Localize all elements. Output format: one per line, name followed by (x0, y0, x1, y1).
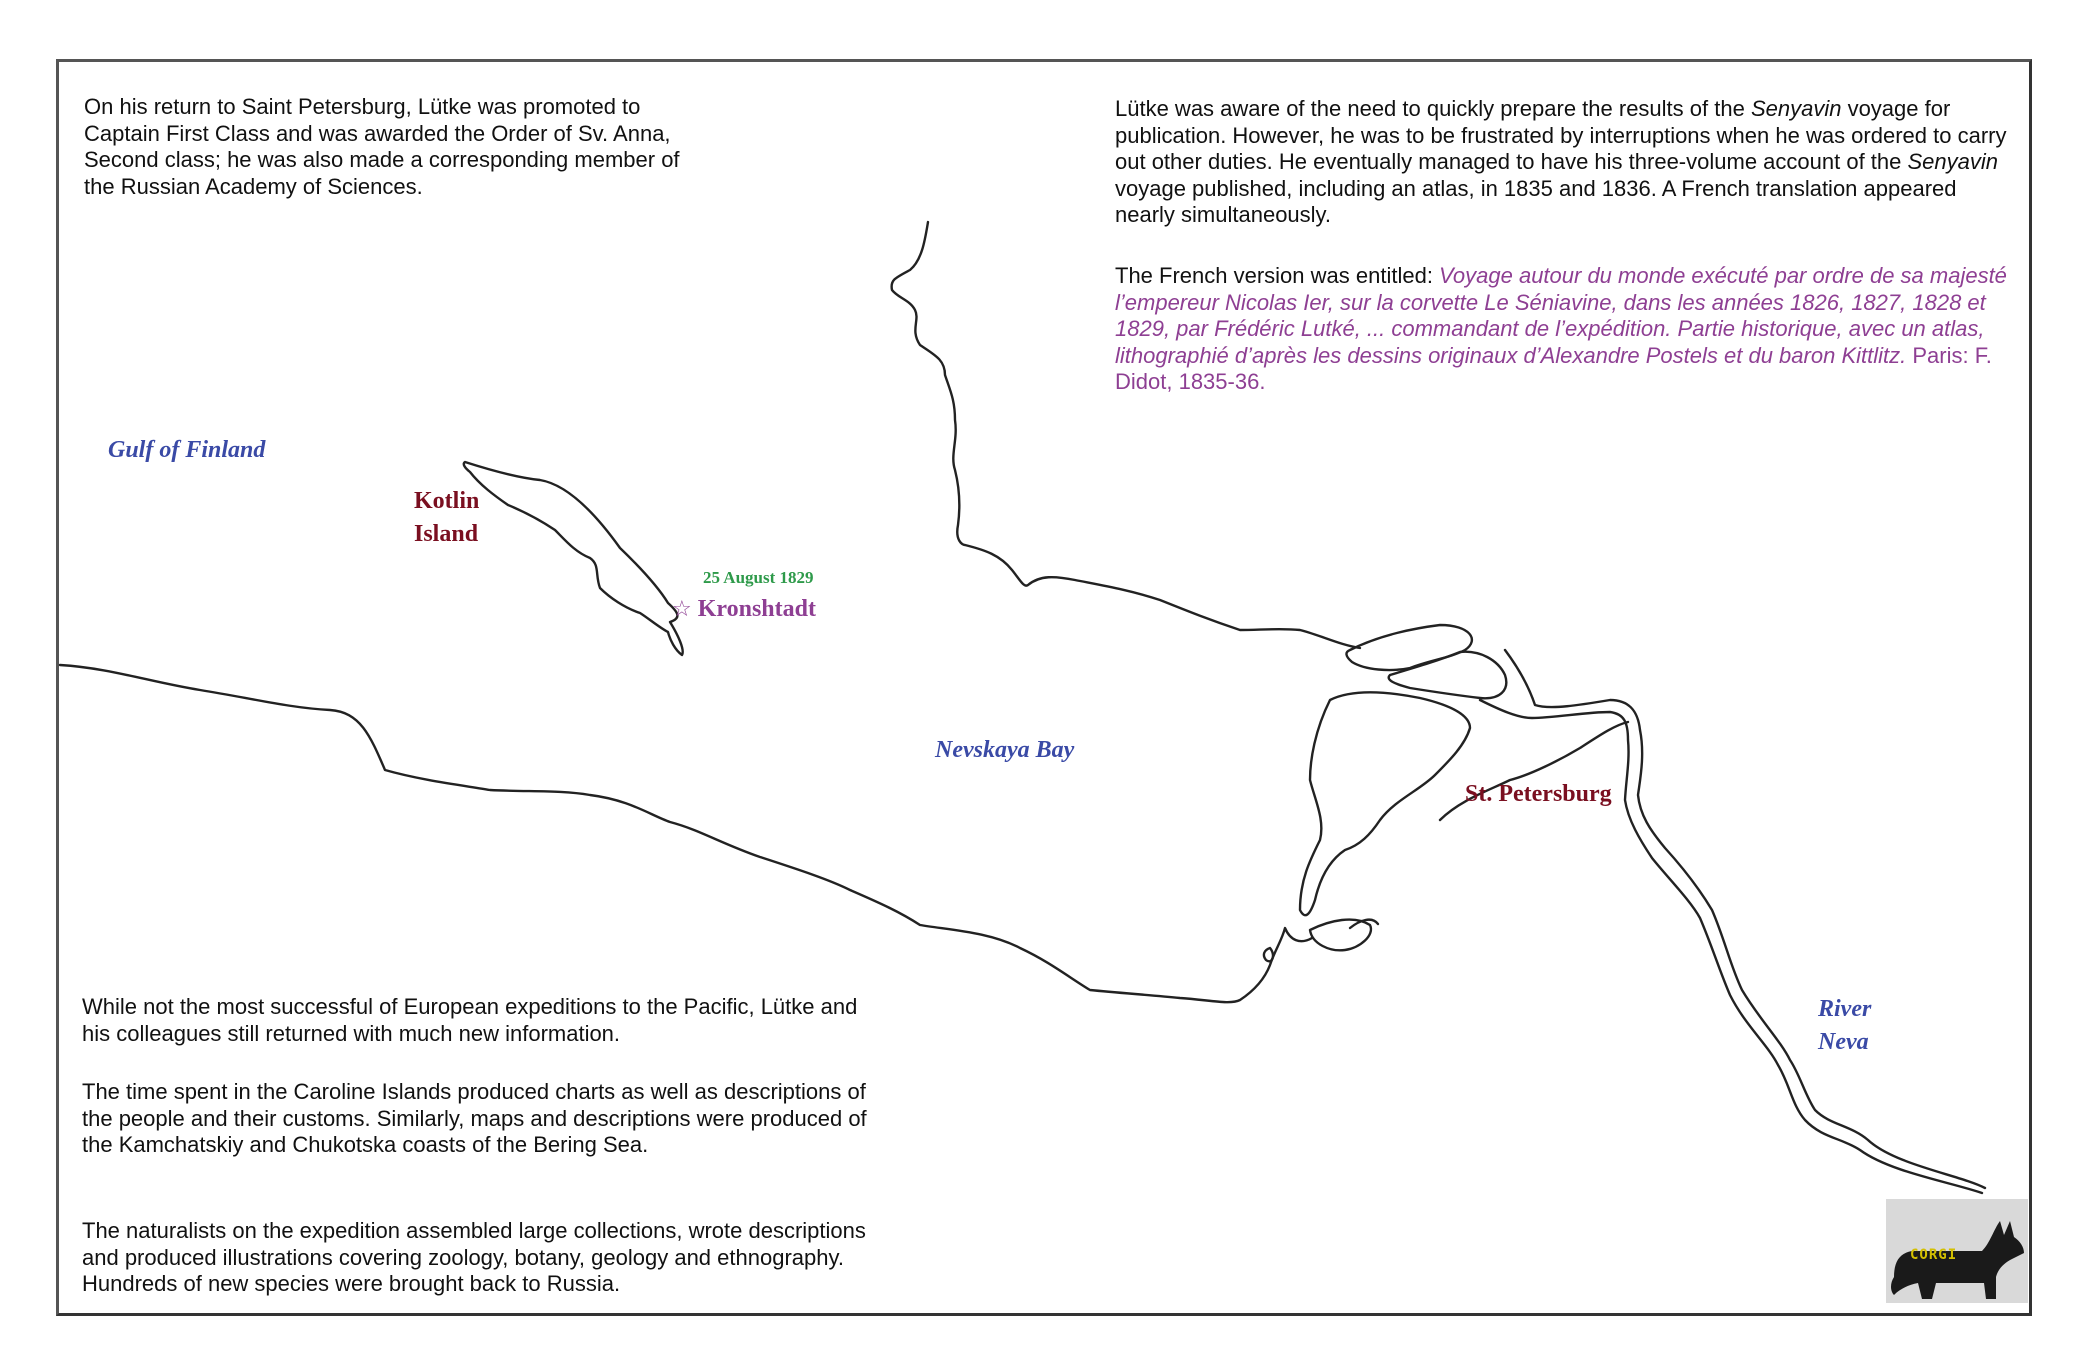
label-kronshtadt: Kronshtadt (697, 596, 816, 622)
river-line-2: Neva (1818, 1029, 1869, 1055)
delta-island-north (1346, 625, 1471, 670)
text-bottom-left-3: The naturalists on the expedition assembled large collections, wrote descriptions and produced illustrations covering zoology, botany, geology and ethnography. Hundreds of new species were brought back to Russia. (82, 1218, 866, 1297)
label-kotlin-island (414, 485, 479, 551)
delta-island-middle (1389, 652, 1507, 699)
french-title: Voyage autour du monde exécuté par ordre de sa majesté l’empereur Nicolas Ier, sur la corvette Le Séniavine, dans les années 1826, 1827, 1828 et 1829, par Frédéric Lutké, ... commandant de l’expédition. Partie historique, avec un atlas, lithographié d’après les dessins originaux d’Alexandre Postels et du baron Kittlitz. (1115, 263, 2007, 368)
ship-name-2: Senyavin (1907, 149, 1998, 175)
label-nevskaya-bay: Nevskaya Bay (935, 737, 1075, 763)
neva-bank-south (1480, 700, 1982, 1193)
publication-text-3: voyage published, including an atlas, in 1835 and 1836. A French translation appeared nearly simultaneously. (1115, 175, 1957, 228)
islet-south (1264, 948, 1273, 961)
delta-island-south (1300, 692, 1470, 915)
label-date: 25 August 1829 (703, 568, 814, 587)
text-top-right-publication (1115, 96, 2015, 229)
french-lead: The French version was entitled: (1115, 263, 1440, 288)
corgi-logo (1886, 1199, 2028, 1303)
publication-text-2: voyage for publication. However, he was to be frustrated by interruptions when he was ordered to carry out other duties. He eventually managed to have his three-volume account of the (1115, 96, 2007, 175)
label-gulf-of-finland: Gulf of Finland (108, 437, 266, 463)
kotlin-island (464, 462, 683, 655)
river-line-1: River (1818, 996, 1872, 1022)
ship-name-1: Senyavin (1750, 96, 1842, 121)
text-top-right-french (1115, 263, 2015, 396)
text-bottom-left-2: The time spent in the Caroline Islands produced charts as well as descriptions of the people and their customs. Similarly, maps and descriptions were produced of the Kamchatskiy and Chukotska coasts of the Bering Sea. (82, 1079, 867, 1158)
text-top-left: On his return to Saint Petersburg, Lütke was promoted to Captain First Class and was awarded the Order of Sv. Anna, Second class; he was also made a corresponding member of the Russian Academy of Sciences. (84, 94, 680, 199)
kronshtadt-marker (672, 596, 816, 623)
french-imprint: Paris: F. Didot, 1835-36. (1115, 342, 1992, 395)
corgi-logo-text: CORGI (1910, 1247, 1958, 1263)
kotlin-line-1: Kotlin (414, 488, 480, 514)
star-icon: ☆ (672, 597, 692, 622)
neva-bank-north (1505, 650, 1985, 1188)
kotlin-line-2: Island (414, 521, 479, 547)
label-river-neva (1818, 993, 1871, 1059)
label-st-petersburg: St. Petersburg (1465, 781, 1612, 807)
publication-text-1: Lütke was aware of the need to quickly prepare the results of the (1115, 96, 1751, 121)
islet-southeast (1310, 920, 1371, 951)
text-bottom-left-1: While not the most successful of European expeditions to the Pacific, Lütke and his colleagues still returned with much new information. (82, 994, 858, 1046)
southern-shoreline (60, 665, 1312, 1002)
